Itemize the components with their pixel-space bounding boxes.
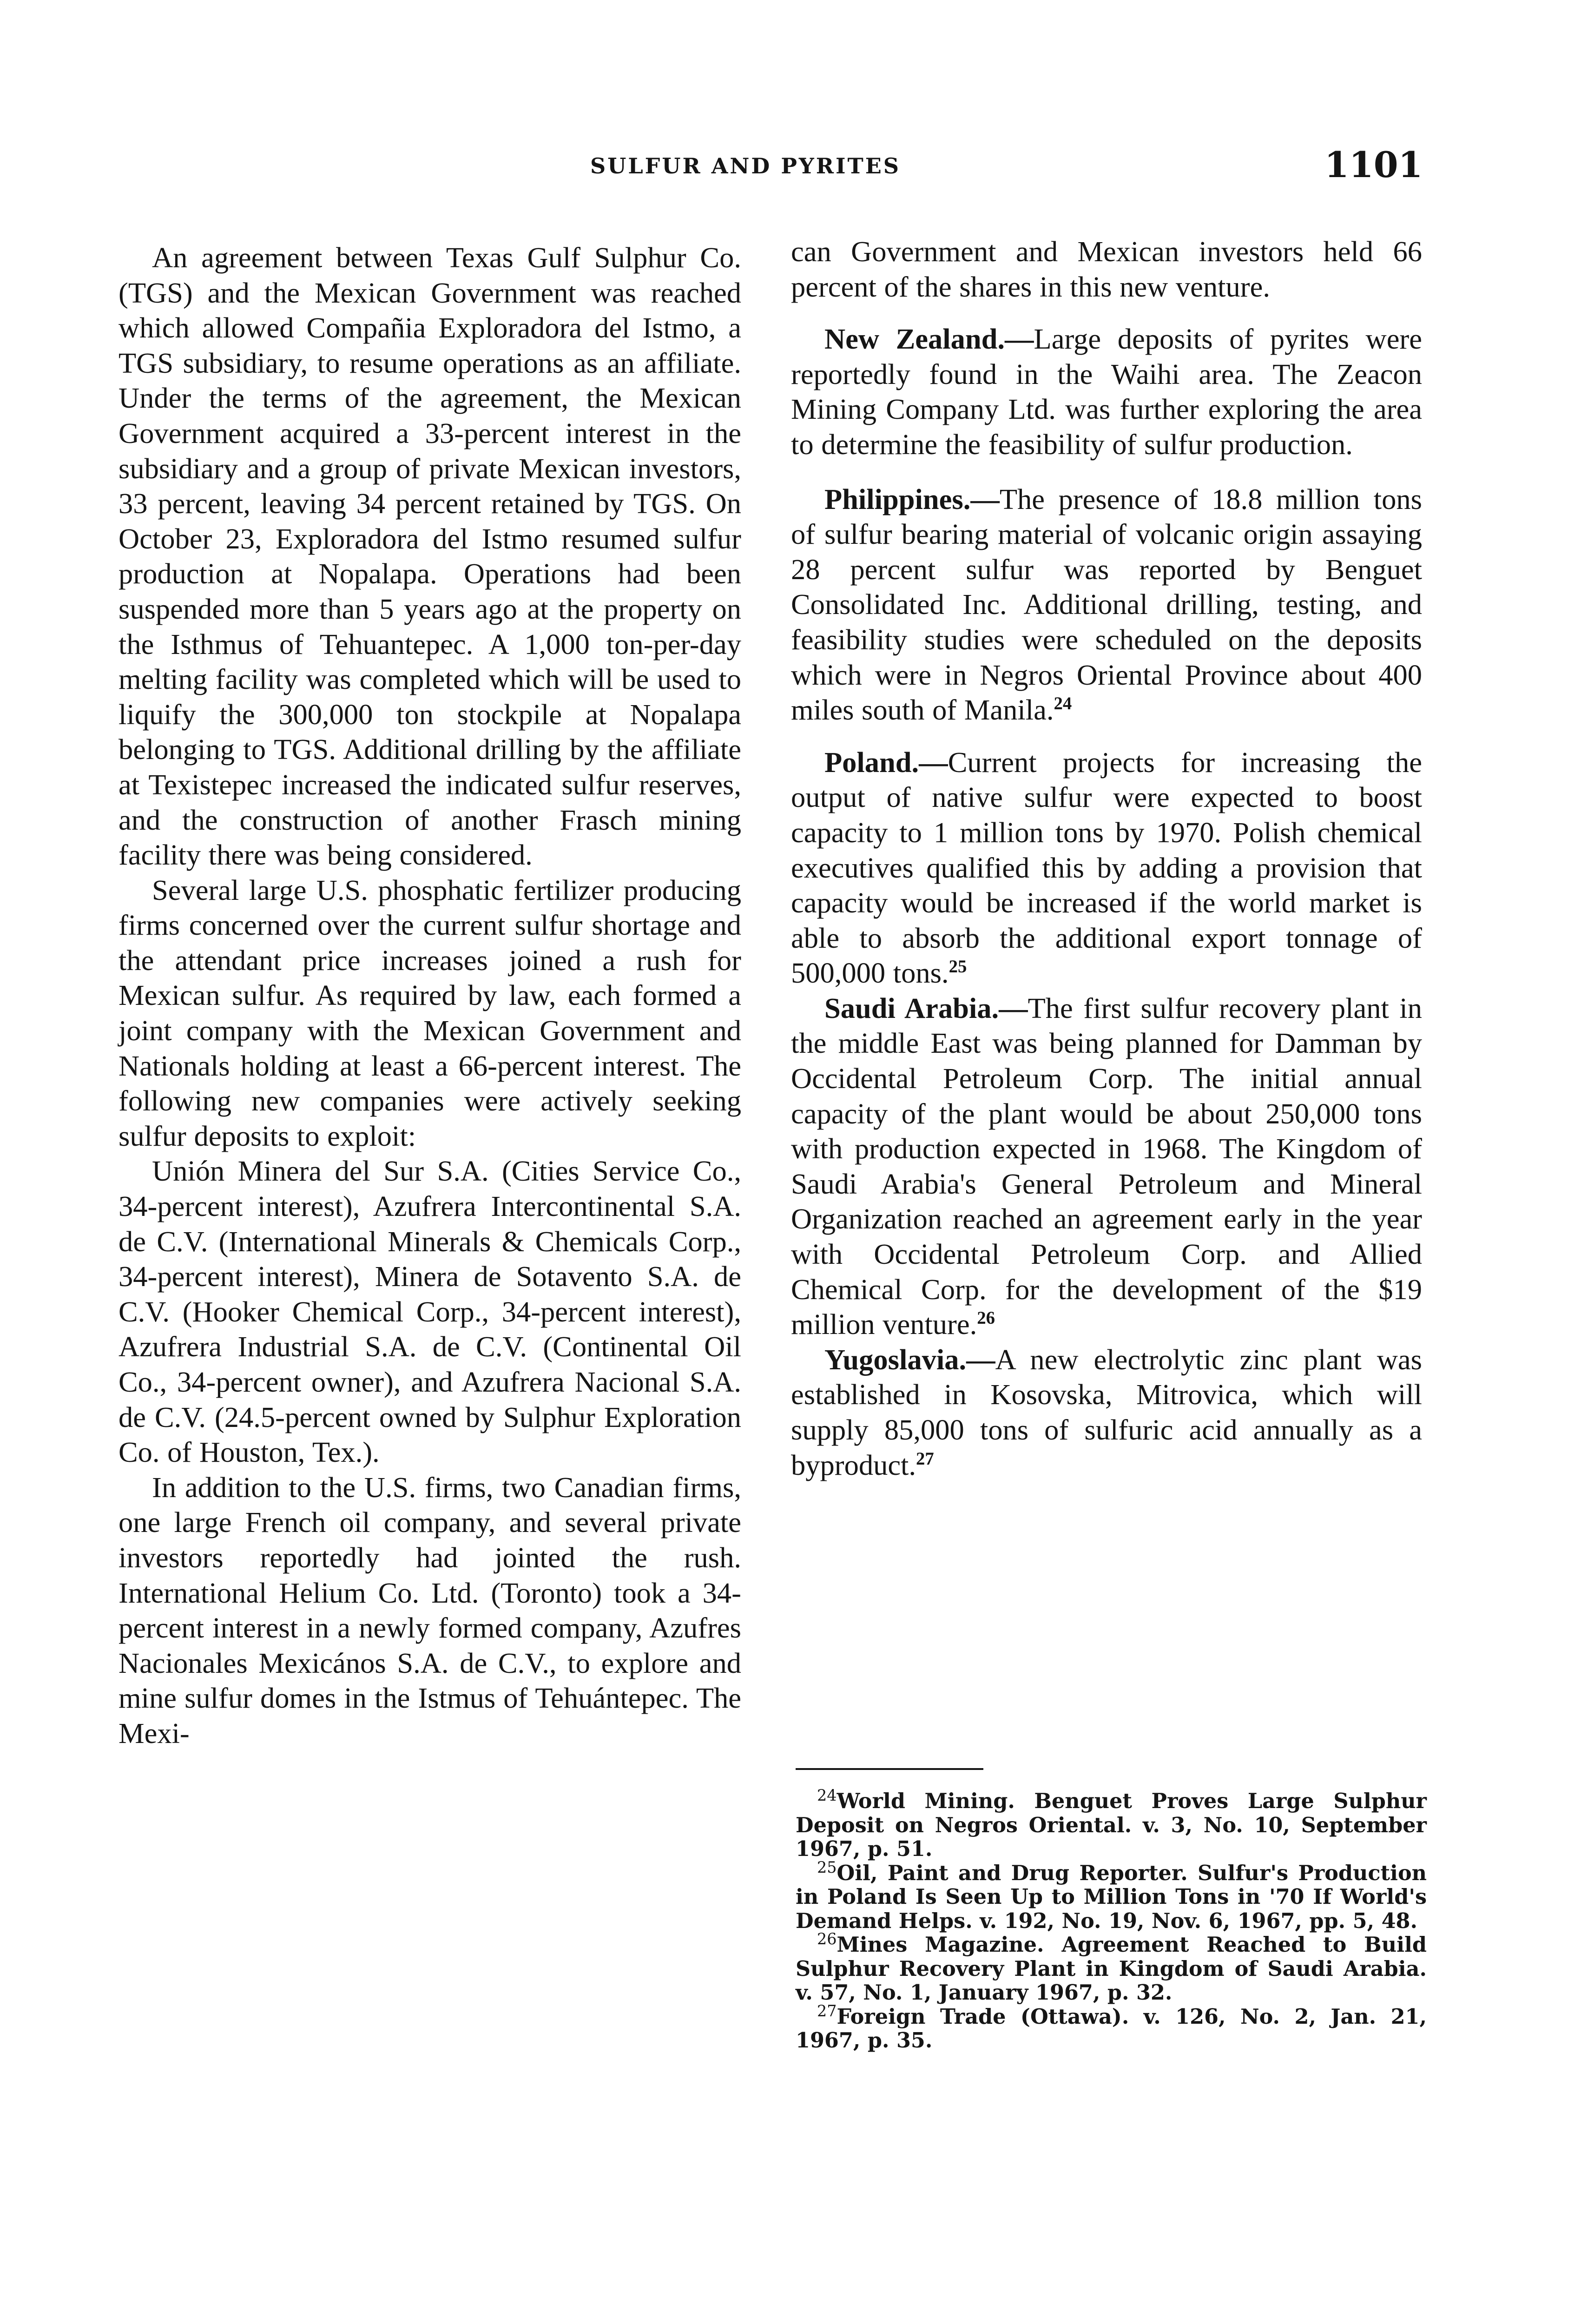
fertilizer-firms-paragraph: Several large U.S. phosphatic fertilizer producing firms concerned over the current sulfur shortage and the attendant price increases joined a rush for Mexican sulfur. As required by law, each formed a joint company with the Mexican Government and Nationals holding at least a 66-percent interest. The following new companies were actively seeking sulfur deposits to exploit: [119, 873, 741, 1152]
footnote-number: 27 [817, 2001, 837, 2020]
saudi-arabia-text: The first sulfur recovery plant in the middle East was being planned for Damman by Occidental Petroleum Corp. The initial annual capacity of the plant would be about 250,000 tons with production expected in 1968. The Kingdom of Saudi Arabia's General Petroleum and Mineral Organization reached an agreement early in the year with Occidental Petroleum Corp. and Allied Chemical Corp. for the development of the $19 million venture. [791, 991, 1422, 1341]
footnote-number: 24 [817, 1786, 837, 1805]
right-column [791, 234, 1422, 1483]
philippines-heading: Philippines.— [824, 482, 1000, 515]
saudi-arabia-heading: Saudi Arabia.— [824, 991, 1028, 1024]
mexico-agreement-paragraph: An agreement between Texas Gulf Sulphur Co. (TGS) and the Mexican Government was reached which allowed Compañia Exploradora del Istmo, a TGS subsidiary, to resume operations as an affiliate. Under the terms of the agreement, the Mexican Government acquired a 33-percent interest in the subsidiary and a group of private Mexican investors, 33 percent, leaving 34 percent retained by TGS. On October 23, Exploradora del Istmo resumed sulfur production at Nopalapa. Operations had been suspended more than 5 years ago at the property on the Isthmus of Tehuantepec. A 1,000 ton-per-day melting facility was completed which will be used to liquify the 300,000 ton stockpile at Nopalapa belonging to TGS. Additional drilling by the affiliate at Texistepec increased the indicated sulfur reserves, and the construction of another Frasch mining facility there was being considered. [119, 241, 741, 872]
yugoslavia-heading: Yugoslavia.— [824, 1343, 995, 1376]
footnote-divider [796, 1768, 983, 1770]
poland-heading: Poland.— [824, 746, 948, 779]
poland-text: Current projects for increasing the output of native sulfur were expected to boost capacity to 1 million tons by 1970. Polish chemical executives qualified this by adding a provision that capacity would be increased if the world market is able to absorb the additional export tonnage of 500,000 tons. [791, 746, 1422, 990]
page-number: 1101 [1324, 144, 1423, 185]
saudi-arabia-paragraph [791, 991, 1422, 1342]
footnote-text: Mines Magazine. Agreement Reached to Build Sulphur Recovery Plant in Kingdom of Saudi Arabia. v. 57, No. 1, January 1967, p. 32. [796, 1933, 1427, 2005]
new-zealand-paragraph [791, 322, 1422, 462]
footnote-number: 26 [817, 1930, 837, 1948]
philippines-paragraph [791, 482, 1422, 728]
footnote-ref-27: 27 [916, 1448, 934, 1469]
left-column [119, 240, 741, 1751]
philippines-text: The presence of 18.8 million tons of sulfur bearing material of volcanic origin assaying 28 percent sulfur was reported by Benguet Consolidated Inc. Additional drilling, testing, and feasibility studies were scheduled on the deposits which were in Negros Oriental Province about 400 miles south of Manila. [791, 482, 1422, 726]
poland-paragraph [791, 745, 1422, 991]
footnote-ref-25: 25 [949, 957, 967, 977]
continuation-paragraph: can Government and Mexican investors held 66 percent of the shares in this new venture. [791, 235, 1422, 303]
page-header [0, 144, 1581, 200]
footnotes [796, 1786, 1427, 2053]
footnote-27 [796, 2001, 1427, 2053]
footnote-text: World Mining. Benguet Proves Large Sulphur Deposit on Negros Oriental. v. 3, No. 10, September 1967, p. 51. [796, 1789, 1427, 1861]
new-zealand-heading: New Zealand.— [824, 323, 1034, 356]
footnote-24 [796, 1786, 1427, 1862]
footnote-25 [796, 1858, 1427, 1934]
footnote-number: 25 [817, 1858, 837, 1876]
footnote-text: Oil, Paint and Drug Reporter. Sulfur's Production in Poland Is Seen Up to Million Tons in '70 If World's Demand Helps. v. 192, No. 19, Nov. 6, 1967, pp. 5, 48. [796, 1861, 1427, 1933]
footnote-ref-24: 24 [1054, 693, 1072, 714]
footnote-26 [796, 1930, 1427, 2005]
new-zealand-text: Large deposits of pyrites were reportedly found in the Waihi area. The Zeacon Mining Company Ltd. was further exploring the area to determine the feasibility of sulfur production. [791, 323, 1422, 461]
footnote-ref-26: 26 [977, 1308, 995, 1328]
yugoslavia-text: A new electrolytic zinc plant was established in Kosovska, Mitrovica, which will supply 85,000 tons of sulfuric acid annually as a byproduct. [791, 1343, 1422, 1481]
footnote-text: Foreign Trade (Ottawa). v. 126, No. 2, Jan. 21, 1967, p. 35. [796, 2004, 1427, 2053]
canadian-firms-paragraph: In addition to the U.S. firms, two Canadian firms, one large French oil company, and several private investors reportedly had jointed the rush. International Helium Co. Ltd. (Toronto) took a 34-percent interest in a newly formed company, Azufres Nacionales Mexicános S.A. de C.V., to explore and mine sulfur domes in the Istmus of Tehuántepec. The Mexi- [119, 1471, 741, 1750]
running-title: SULFUR AND PYRITES [590, 153, 901, 178]
yugoslavia-paragraph [791, 1342, 1422, 1483]
joint-companies-paragraph: Unión Minera del Sur S.A. (Cities Service Co., 34-percent interest), Azufrera Intercontinental S.A. de C.V. (International Minerals & Chemicals Corp., 34-percent interest), Minera de Sotavento S.A. de C.V. (Hooker Chemical Corp., 34-percent interest), Azufrera Industrial S.A. de C.V. (Continental Oil Co., 34-percent owner), and Azufrera Nacional S.A. de C.V. (24.5-percent owned by Sulphur Exploration Co. of Houston, Tex.). [119, 1155, 741, 1469]
